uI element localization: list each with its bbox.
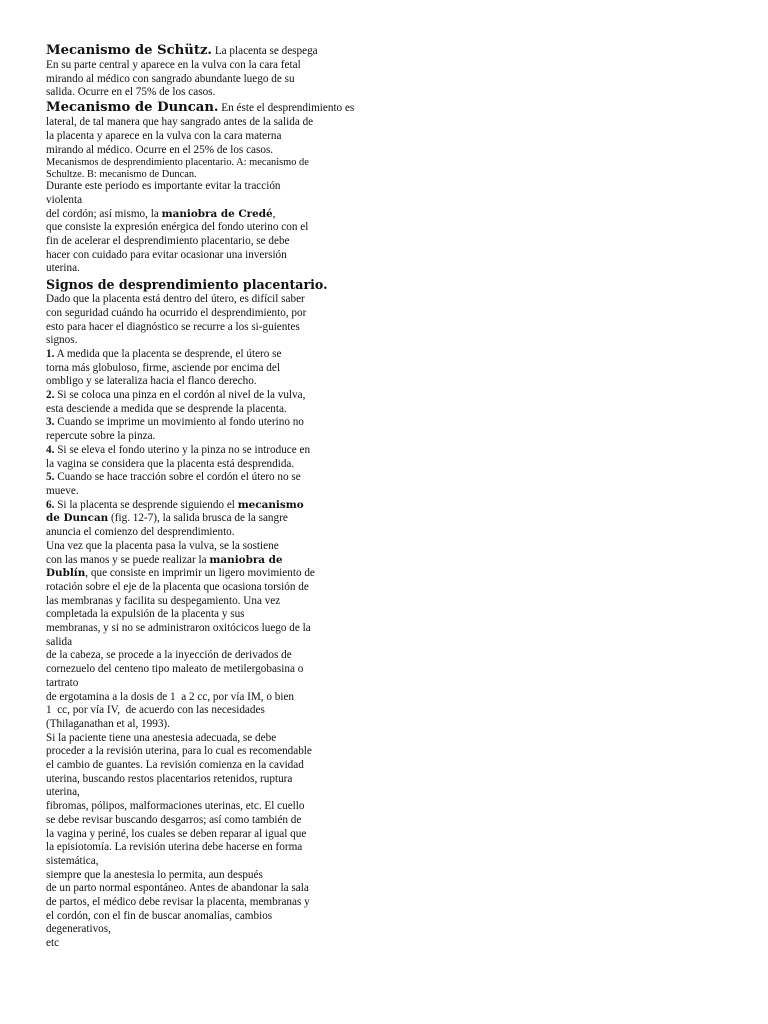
schutz-line: mirando al médico con sangrado abundante luego de su bbox=[46, 72, 295, 85]
duncan-mechanism-term: mecanismo bbox=[237, 498, 304, 511]
signos-intro-line: Dado que la placenta está dentro del útero, es difícil saber bbox=[46, 293, 305, 306]
sign-item-6 bbox=[46, 499, 366, 513]
schutz-line: En su parte central y aparece en la vulva con la cara fetal bbox=[46, 59, 301, 71]
sign-item-1 bbox=[46, 348, 366, 362]
duncan-line: mirando al médico. Ocurre en el 25% de los casos. bbox=[46, 143, 274, 156]
dublin-maneuver-line bbox=[46, 567, 366, 581]
duncan-line: la placenta y aparece en la vulva con la cara materna bbox=[46, 129, 282, 142]
sign-item-line: mueve. bbox=[46, 484, 79, 497]
revision-line: Si la paciente tiene una anestesia adecuada, se debe bbox=[46, 731, 277, 744]
dublin-line: de ergotamina a la dosis de 1 a 2 cc, por vía IM, o bien bbox=[46, 690, 295, 703]
sign-item-3 bbox=[46, 416, 366, 430]
signos-intro-line: con seguridad cuándo ha ocurrido el desprendimiento, por bbox=[46, 306, 307, 319]
dublin-post: , que consiste en imprimir un ligero movimiento de bbox=[85, 567, 315, 580]
sign-text: Cuando se hace tracción sobre el cordón el útero no se bbox=[54, 471, 301, 484]
sign-text: Si se coloca una pinza en el cordón al nivel de la vulva, bbox=[54, 389, 306, 402]
revision-line: el cambio de guantes. La revisión comienza en la cavidad bbox=[46, 759, 304, 772]
sign-number: 5. bbox=[46, 471, 55, 484]
sign-item-line: torna más globuloso, firme, asciende por encima del bbox=[46, 361, 280, 374]
schutz-lead: La placenta se despega bbox=[212, 45, 318, 57]
revision-line: degenerativos, bbox=[46, 923, 111, 936]
revision-line: sistemática, bbox=[46, 854, 99, 867]
revision-line: uterina, buscando restos placentarios retenidos, ruptura bbox=[46, 772, 293, 785]
dublin-line: rotación sobre el eje de la placenta que ocasiona torsión de bbox=[46, 580, 309, 593]
crede-line: uterina. bbox=[46, 262, 80, 275]
duncan-heading-line bbox=[46, 100, 366, 116]
dublin-maneuver-term: Dublín bbox=[46, 567, 86, 580]
dublin-maneuver-term: maniobra de bbox=[209, 553, 283, 566]
dublin-line: salida bbox=[46, 635, 73, 648]
revision-line: proceder a la revisión uterina, para lo cual es recomendable bbox=[46, 745, 312, 758]
crede-maneuver-line bbox=[46, 208, 366, 222]
dublin-maneuver-line bbox=[46, 554, 366, 568]
sign-number: 4. bbox=[46, 443, 55, 456]
sign-number: 3. bbox=[46, 416, 55, 429]
dublin-line: completada la expulsión de la placenta y sus bbox=[46, 608, 245, 621]
figure-caption-line: Mecanismos de desprendimiento placentario. A: mecanismo de bbox=[46, 157, 309, 169]
signos-heading: Signos de desprendimiento placentario. bbox=[46, 277, 328, 293]
duncan-line: lateral, de tal manera que hay sangrado antes de la salida de bbox=[46, 116, 314, 129]
dublin-line: las membranas y facilita su despegamiento. Una vez bbox=[46, 594, 281, 607]
sign-item-4 bbox=[46, 444, 366, 458]
figure-caption-line: Schultze. B: mecanismo de Duncan. bbox=[46, 168, 197, 180]
dublin-line: tartrato bbox=[46, 676, 79, 689]
revision-line: fibromas, pólipos, malformaciones uterinas, etc. El cuello bbox=[46, 800, 305, 813]
duncan-mechanism-term: de Duncan bbox=[46, 512, 109, 525]
crede-pre: del cordón; así mismo, la bbox=[46, 207, 162, 220]
crede-maneuver-term: maniobra de Credé bbox=[161, 207, 273, 220]
sign-text: Si la placenta se desprende siguiendo el bbox=[54, 498, 238, 511]
revision-line: uterina, bbox=[46, 786, 80, 799]
revision-line: etc bbox=[46, 937, 60, 950]
sign-number: 2. bbox=[46, 389, 55, 402]
crede-line: fin de acelerar el desprendimiento placentario, se debe bbox=[46, 235, 290, 248]
revision-line: el cordón, con el fin de buscar anomalías, cambios bbox=[46, 909, 273, 922]
dublin-line: 1 cc, por vía IV, de acuerdo con las necesidades bbox=[46, 704, 265, 717]
revision-line: de partos, el médico debe revisar la placenta, membranas y bbox=[46, 896, 310, 909]
crede-line: violenta bbox=[46, 193, 83, 206]
sign-item-2 bbox=[46, 389, 366, 403]
revision-line: siempre que la anestesia lo permita, aun después bbox=[46, 868, 263, 881]
duncan-lead: En éste el desprendimiento es bbox=[218, 102, 355, 115]
signos-intro-line: signos. bbox=[46, 334, 78, 347]
dublin-line: de la cabeza, se procede a la inyección de derivados de bbox=[46, 649, 292, 662]
sign-item-line: la vagina se considera que la placenta está desprendida. bbox=[46, 457, 295, 470]
sign-item-line: esta desciende a medida que se desprende la placenta. bbox=[46, 402, 287, 415]
dublin-line: membranas, y si no se administraron oxitócicos luego de la bbox=[46, 622, 311, 635]
dublin-pre: con las manos y se puede realizar la bbox=[46, 553, 210, 566]
dublin-line: (Thilaganathan et al, 1993). bbox=[46, 717, 170, 730]
document-page bbox=[46, 43, 366, 951]
sign-item-line bbox=[46, 512, 366, 526]
sign-item-line: repercute sobre la pinza. bbox=[46, 430, 156, 443]
sign-number: 1. bbox=[46, 347, 55, 360]
sign-text: Cuando se imprime un movimiento al fondo uterino no bbox=[54, 416, 304, 429]
sign-text: (fig. 12-7), la salida brusca de la sangre bbox=[108, 512, 288, 525]
sign-item-5 bbox=[46, 471, 366, 485]
sign-text: Si se eleva el fondo uterino y la pinza no se introduce en bbox=[54, 443, 311, 456]
dublin-line: Una vez que la placenta pasa la vulva, se la sostiene bbox=[46, 539, 279, 552]
revision-line: de un parto normal espontáneo. Antes de abandonar la sala bbox=[46, 882, 309, 895]
crede-post: , bbox=[272, 207, 276, 220]
revision-line: se debe revisar buscando desgarros; así como también de bbox=[46, 813, 302, 826]
revision-line: la episiotomía. La revisión uterina debe hacerse en forma bbox=[46, 841, 303, 854]
schutz-heading-line bbox=[46, 43, 366, 59]
duncan-title: Mecanismo de Duncan. bbox=[46, 100, 219, 116]
signos-intro-line: esto para hacer el diagnóstico se recurre a los si-guientes bbox=[46, 320, 300, 333]
crede-line: Durante este periodo es importante evitar la tracción bbox=[46, 180, 281, 193]
sign-number: 6. bbox=[46, 498, 55, 511]
sign-item-line: ombligo y se lateraliza hacia el flanco derecho. bbox=[46, 375, 257, 388]
schutz-line: salida. Ocurre en el 75% de los casos. bbox=[46, 86, 216, 99]
sign-text: A medida que la placenta se desprende, el útero se bbox=[54, 347, 282, 360]
sign-item-line: anuncia el comienzo del desprendimiento. bbox=[46, 526, 235, 539]
crede-line: hacer con cuidado para evitar ocasionar una inversión bbox=[46, 248, 287, 261]
revision-line: la vagina y periné, los cuales se deben reparar al igual que bbox=[46, 827, 307, 840]
dublin-line: cornezuelo del centeno tipo maleato de metilergobasina o bbox=[46, 663, 304, 676]
crede-line: que consiste la expresión enérgica del fondo uterino con el bbox=[46, 221, 309, 234]
schutz-title: Mecanismo de Schütz. bbox=[46, 43, 213, 58]
